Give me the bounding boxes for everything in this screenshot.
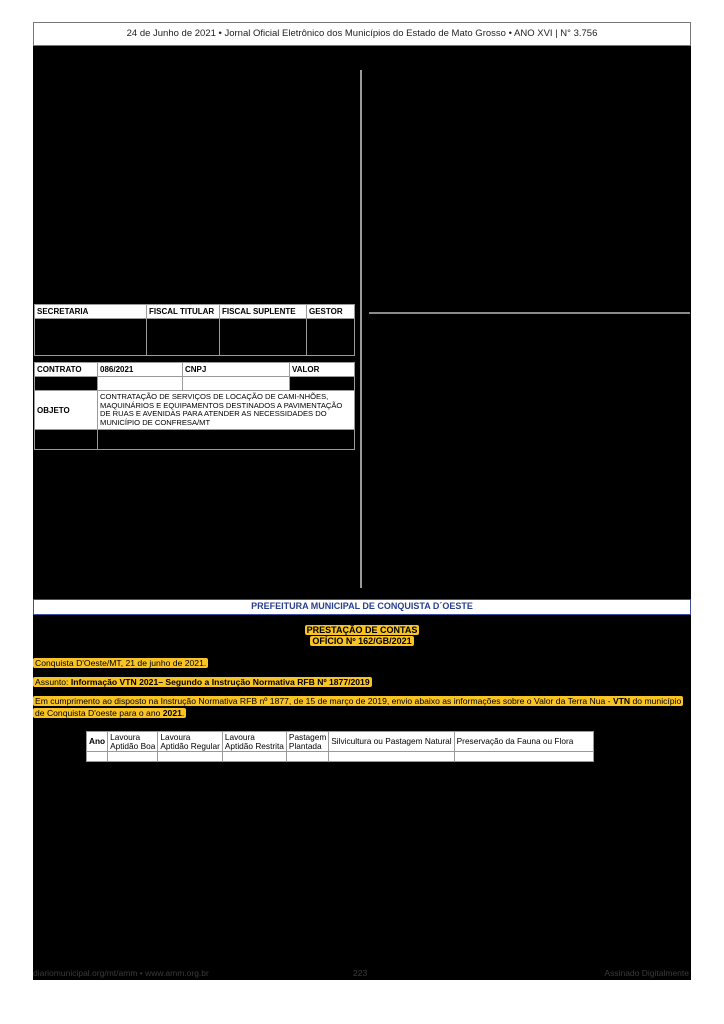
header-fiscal-suplente: FISCAL SUPLENTE <box>220 305 307 319</box>
col-pastagem-line1: Pastagem <box>288 732 327 742</box>
col-ano <box>87 732 108 752</box>
body-part-1: Em cumprimento ao disposto na Instrução Normativa RFB nº 1877, de 15 de março de 2019, envio abaixo as informações sobre o Valor da Terra Nua - <box>35 696 613 706</box>
subject-text: Informação VTN 2021– Segundo a Instrução Normativa RFB Nº 1877/2019 <box>70 677 370 687</box>
subject-highlight <box>33 677 372 687</box>
col-lavoura-boa-line1: Lavoura <box>110 732 141 742</box>
vtn-cell <box>286 752 328 762</box>
col-lavoura-regular <box>158 732 223 752</box>
col-silvicultura-label: Silvicultura ou Pastagem Natural <box>331 736 452 747</box>
valor-label: VALOR <box>290 363 355 377</box>
header-secretaria: SECRETARIA <box>35 305 147 319</box>
column-divider <box>360 70 362 588</box>
col-silvicultura <box>329 732 454 752</box>
col-lavoura-restrita-line2: Aptidão Restrita <box>224 740 284 751</box>
vtn-cell <box>158 752 223 762</box>
page-number: 223 <box>353 968 368 978</box>
footer-link[interactable]: diariomunicipal.org/mt/amm • www.amm.org.br <box>33 968 209 978</box>
cnpj-value-cell <box>183 377 290 391</box>
col-pastagem-line2: Plantada <box>288 740 322 751</box>
contrato-table <box>34 362 355 450</box>
contrato-blank-cell <box>35 377 98 391</box>
vtn-table <box>86 731 594 762</box>
body-part-2: do município de Conquista D'oeste para o ano <box>35 696 682 718</box>
body-highlight <box>33 696 683 718</box>
body-vtn: VTN <box>612 696 631 706</box>
journal-header: 24 de Junho de 2021 • Jornal Oficial Eletrônico dos Municípios do Estado de Mato Grosso • ANO XVI | N° 3.756 <box>33 22 691 46</box>
col-lavoura-boa-line2: Aptidão Boa <box>110 740 156 751</box>
title-line-1: PRESTAÇÃO DE CONTAS <box>306 625 418 635</box>
cell-secretaria <box>35 319 147 356</box>
valor-value-cell <box>290 377 355 391</box>
col-lavoura-restrita-line1: Lavoura <box>224 732 255 742</box>
col-preservacao <box>454 732 593 752</box>
body-paragraph <box>33 695 691 719</box>
page-background <box>33 22 691 980</box>
col-ano-label: Ano <box>89 736 106 747</box>
place-date <box>33 657 208 669</box>
vtn-cell <box>454 752 593 762</box>
right-column-rule <box>369 312 690 314</box>
header-fiscal-titular: FISCAL TITULAR <box>147 305 220 319</box>
vtn-cell <box>329 752 454 762</box>
col-preservacao-label: Preservação da Fauna ou Flora <box>456 736 574 747</box>
subject-line <box>33 676 372 688</box>
section-title: PREFEITURA MUNICIPAL DE CONQUISTA D´OESTE <box>33 599 691 615</box>
col-lavoura-boa <box>108 732 158 752</box>
document-title <box>33 625 691 647</box>
col-lavoura-regular-line2: Aptidão Regular <box>160 740 220 751</box>
cell-gestor <box>307 319 355 356</box>
contrato-empty-cell-left <box>35 430 98 450</box>
objeto-text: CONTRATAÇÃO DE SERVIÇOS DE LOCAÇÃO DE CAMI-NHÕES, MAQUINÁRIOS E EQUIPAMENTOS DESTINADOS A PAVIMENTAÇÃO DE RUAS E AVENIDAS PARA ATENDER AS NECESSIDADES DO MUNICÍPIO DE CONFRESA/MT <box>98 391 355 430</box>
col-lavoura-restrita <box>222 732 286 752</box>
objeto-label: OBJETO <box>35 391 98 430</box>
contrato-label: CONTRATO <box>35 363 98 377</box>
cell-fiscal-titular <box>147 319 220 356</box>
vtn-cell <box>222 752 286 762</box>
header-gestor: GESTOR <box>307 305 355 319</box>
title-line-2: OFÍCIO Nº 162/GB/2021 <box>312 636 412 646</box>
body-end: . <box>181 708 185 718</box>
col-lavoura-regular-line1: Lavoura <box>160 732 191 742</box>
body-year: 2021 <box>162 708 182 718</box>
subject-label: Assunto: <box>35 677 71 687</box>
cell-fiscal-suplente <box>220 319 307 356</box>
vtn-cell <box>108 752 158 762</box>
contrato-number-value-cell <box>98 377 183 391</box>
vtn-cell <box>87 752 108 762</box>
contrato-empty-cell-right <box>98 430 355 450</box>
fiscal-table <box>34 304 355 356</box>
cnpj-label: CNPJ <box>183 363 290 377</box>
place-date-text: Conquista D'Oeste/MT, 21 de junho de 2021. <box>35 658 207 668</box>
signature-note: Assinado Digitalmente <box>604 968 689 978</box>
col-pastagem-plantada <box>286 732 328 752</box>
contrato-number: 086/2021 <box>98 363 183 377</box>
